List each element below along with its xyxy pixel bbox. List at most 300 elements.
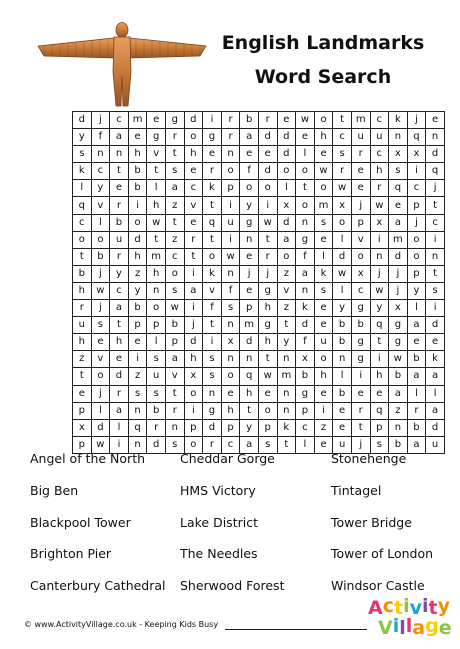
grid-letter: n (333, 351, 352, 368)
grid-letter: b (240, 112, 259, 129)
grid-letter: d (184, 112, 203, 129)
grid-letter: i (370, 231, 389, 248)
grid-letter: h (184, 146, 203, 163)
grid-letter: v (91, 197, 110, 214)
grid-letter: c (73, 214, 92, 231)
grid-letter: j (407, 214, 426, 231)
grid-letter: s (314, 214, 333, 231)
grid-letter: h (73, 282, 92, 299)
grid-letter: x (277, 197, 296, 214)
grid-row (73, 265, 445, 282)
grid-letter: o (203, 248, 222, 265)
grid-letter: s (147, 351, 166, 368)
grid-letter: o (296, 197, 315, 214)
grid-letter: k (203, 180, 222, 197)
grid-letter: e (314, 317, 333, 334)
grid-letter: w (333, 265, 352, 282)
grid-letter: m (277, 368, 296, 385)
grid-letter: b (128, 180, 147, 197)
grid-letter: f (221, 282, 240, 299)
grid-letter: z (314, 419, 333, 436)
grid-letter: p (221, 180, 240, 197)
grid-letter: s (203, 368, 222, 385)
grid-letter: p (296, 402, 315, 419)
grid-letter: a (110, 402, 129, 419)
grid-letter: n (277, 351, 296, 368)
grid-letter: y (91, 180, 110, 197)
grid-letter: t (277, 436, 296, 453)
grid-letter: q (370, 402, 389, 419)
grid-letter: e (314, 300, 333, 317)
grid-letter: a (110, 129, 129, 146)
grid-letter: s (389, 163, 408, 180)
grid-letter: r (258, 248, 277, 265)
grid-letter: n (426, 129, 445, 146)
grid-letter: d (203, 419, 222, 436)
grid-letter: n (296, 214, 315, 231)
grid-letter: l (333, 368, 352, 385)
grid-letter: x (389, 300, 408, 317)
grid-letter: x (184, 368, 203, 385)
grid-letter: l (147, 334, 166, 351)
grid-letter: c (426, 214, 445, 231)
grid-letter: i (426, 300, 445, 317)
grid-letter: e (110, 180, 129, 197)
grid-letter: t (147, 163, 166, 180)
grid-letter: d (240, 334, 259, 351)
grid-letter: t (203, 197, 222, 214)
grid-letter: k (203, 265, 222, 282)
word-list-item: Sherwood Forest (180, 578, 285, 593)
grid-letter: a (240, 436, 259, 453)
grid-letter: r (333, 163, 352, 180)
grid-letter: h (314, 129, 333, 146)
grid-row (73, 163, 445, 180)
grid-letter: t (296, 180, 315, 197)
word-list-item: Tower of London (331, 546, 434, 561)
grid-letter: z (165, 197, 184, 214)
grid-letter: i (184, 300, 203, 317)
grid-letter: n (296, 282, 315, 299)
grid-letter: y (240, 197, 259, 214)
grid-letter: p (165, 334, 184, 351)
grid-letter: q (128, 419, 147, 436)
grid-letter: e (314, 385, 333, 402)
grid-letter: f (296, 248, 315, 265)
grid-letter: t (110, 163, 129, 180)
grid-letter: i (407, 163, 426, 180)
grid-letter: u (333, 436, 352, 453)
grid-letter: j (184, 317, 203, 334)
grid-letter: s (370, 436, 389, 453)
grid-letter: e (184, 214, 203, 231)
grid-letter: o (221, 163, 240, 180)
grid-letter: f (91, 129, 110, 146)
grid-letter: o (314, 180, 333, 197)
grid-letter: e (351, 385, 370, 402)
grid-letter: w (258, 368, 277, 385)
grid-letter: q (370, 317, 389, 334)
grid-letter: t (110, 317, 129, 334)
grid-letter: e (128, 129, 147, 146)
grid-letter: l (110, 419, 129, 436)
grid-letter: n (426, 248, 445, 265)
grid-letter: p (147, 317, 166, 334)
grid-letter: e (258, 385, 277, 402)
grid-letter: v (277, 282, 296, 299)
grid-letter: u (147, 368, 166, 385)
grid-letter: o (73, 231, 92, 248)
grid-letter: i (258, 197, 277, 214)
grid-row (73, 146, 445, 163)
grid-letter: o (240, 180, 259, 197)
grid-letter: i (203, 112, 222, 129)
grid-letter: j (240, 265, 259, 282)
grid-letter: p (407, 197, 426, 214)
grid-row (73, 214, 445, 231)
grid-letter: w (91, 436, 110, 453)
grid-letter: s (73, 146, 92, 163)
grid-letter: i (351, 368, 370, 385)
grid-letter: o (258, 180, 277, 197)
grid-letter: n (277, 385, 296, 402)
grid-letter: j (351, 197, 370, 214)
grid-letter: w (389, 351, 408, 368)
grid-letter: p (351, 214, 370, 231)
grid-letter: d (389, 248, 408, 265)
grid-letter: w (333, 180, 352, 197)
grid-letter: n (221, 265, 240, 282)
grid-letter: q (407, 129, 426, 146)
grid-letter: r (351, 402, 370, 419)
grid-letter: j (389, 265, 408, 282)
grid-letter: x (407, 146, 426, 163)
grid-letter: b (91, 248, 110, 265)
grid-letter: r (165, 129, 184, 146)
grid-letter: e (240, 248, 259, 265)
grid-letter: l (91, 402, 110, 419)
grid-letter: a (426, 402, 445, 419)
grid-letter: e (128, 334, 147, 351)
grid-letter: w (91, 282, 110, 299)
grid-letter: l (407, 385, 426, 402)
grid-letter: r (110, 197, 129, 214)
grid-letter: g (351, 351, 370, 368)
grid-letter: l (73, 180, 92, 197)
grid-letter: s (91, 317, 110, 334)
grid-letter: o (91, 231, 110, 248)
grid-letter: t (165, 385, 184, 402)
logo-word-activity: Activity (368, 594, 450, 620)
grid-letter: l (91, 214, 110, 231)
grid-letter: b (389, 368, 408, 385)
grid-letter: b (73, 265, 92, 282)
grid-letter: l (147, 180, 166, 197)
word-list-item: Tower Bridge (331, 515, 412, 530)
grid-letter: e (351, 180, 370, 197)
word-list-item: Angel of the North (30, 451, 146, 466)
grid-letter: w (221, 248, 240, 265)
grid-letter: s (147, 385, 166, 402)
grid-letter: s (165, 163, 184, 180)
grid-letter: o (314, 112, 333, 129)
grid-letter: r (73, 300, 92, 317)
grid-letter: p (73, 402, 92, 419)
grid-letter: d (91, 419, 110, 436)
grid-letter: i (221, 231, 240, 248)
grid-letter: v (351, 231, 370, 248)
grid-letter: z (165, 231, 184, 248)
grid-letter: g (389, 334, 408, 351)
grid-letter: w (370, 197, 389, 214)
grid-letter: t (426, 265, 445, 282)
grid-letter: e (407, 334, 426, 351)
grid-row (73, 112, 445, 129)
grid-letter: g (258, 282, 277, 299)
grid-letter: c (407, 180, 426, 197)
word-list-item: Lake District (180, 515, 258, 530)
grid-letter: g (240, 214, 259, 231)
grid-letter: t (165, 146, 184, 163)
grid-row (73, 231, 445, 248)
activity-village-logo (366, 594, 452, 642)
grid-letter: e (314, 436, 333, 453)
grid-letter: r (258, 112, 277, 129)
grid-letter: o (184, 129, 203, 146)
grid-letter: c (110, 282, 129, 299)
grid-letter: z (277, 300, 296, 317)
grid-letter: e (91, 334, 110, 351)
grid-letter: m (351, 112, 370, 129)
grid-letter: z (277, 265, 296, 282)
grid-letter: z (128, 368, 147, 385)
grid-letter: g (296, 231, 315, 248)
grid-letter: y (277, 334, 296, 351)
grid-letter: j (351, 436, 370, 453)
grid-letter: e (277, 112, 296, 129)
grid-letter: o (128, 214, 147, 231)
grid-letter: c (296, 419, 315, 436)
grid-letter: f (296, 334, 315, 351)
grid-letter: h (240, 385, 259, 402)
grid-letter: u (221, 214, 240, 231)
grid-letter: h (147, 197, 166, 214)
grid-letter: j (258, 265, 277, 282)
grid-letter: d (110, 368, 129, 385)
grid-letter: g (296, 385, 315, 402)
grid-letter: b (110, 214, 129, 231)
grid-letter: e (333, 419, 352, 436)
grid-letter: d (258, 163, 277, 180)
word-list-item: Canterbury Cathedral (30, 578, 166, 593)
grid-letter: a (426, 368, 445, 385)
grid-letter: b (128, 163, 147, 180)
grid-letter: h (73, 334, 92, 351)
grid-letter: d (184, 334, 203, 351)
grid-letter: o (277, 248, 296, 265)
grid-letter: h (184, 351, 203, 368)
grid-letter: n (370, 248, 389, 265)
grid-letter: e (351, 163, 370, 180)
grid-letter: p (240, 300, 259, 317)
grid-letter: j (389, 282, 408, 299)
grid-letter: p (184, 419, 203, 436)
grid-letter: m (147, 248, 166, 265)
grid-letter: a (407, 436, 426, 453)
word-list-item: HMS Victory (180, 483, 256, 498)
grid-letter: x (389, 146, 408, 163)
grid-letter: m (240, 317, 259, 334)
grid-letter: t (73, 248, 92, 265)
grid-row (73, 402, 445, 419)
grid-letter: i (128, 197, 147, 214)
angel-of-the-north-icon (34, 20, 210, 110)
grid-letter: h (314, 368, 333, 385)
grid-letter: e (389, 197, 408, 214)
grid-letter: c (165, 248, 184, 265)
grid-letter: d (333, 248, 352, 265)
grid-letter: z (389, 402, 408, 419)
grid-letter: e (203, 146, 222, 163)
grid-letter: n (203, 385, 222, 402)
grid-letter: t (333, 112, 352, 129)
grid-letter: h (370, 368, 389, 385)
grid-letter: n (128, 402, 147, 419)
grid-letter: x (370, 214, 389, 231)
grid-letter: u (73, 317, 92, 334)
grid-letter: e (258, 146, 277, 163)
grid-letter: k (277, 419, 296, 436)
grid-letter: m (128, 112, 147, 129)
grid-letter: p (221, 419, 240, 436)
grid-letter: a (296, 265, 315, 282)
grid-letter: a (407, 368, 426, 385)
grid-letter: o (296, 163, 315, 180)
grid-letter: n (165, 419, 184, 436)
grid-letter: e (147, 112, 166, 129)
grid-letter: b (389, 436, 408, 453)
grid-letter: o (351, 248, 370, 265)
grid-letter: d (258, 129, 277, 146)
grid-letter: o (333, 214, 352, 231)
grid-letter: o (91, 368, 110, 385)
grid-letter: n (240, 351, 259, 368)
grid-letter: b (333, 317, 352, 334)
grid-letter: p (258, 419, 277, 436)
logo-word-village: Village (378, 614, 452, 640)
grid-letter: t (370, 334, 389, 351)
grid-letter: o (147, 300, 166, 317)
grid-letter: i (184, 402, 203, 419)
grid-letter: f (240, 163, 259, 180)
grid-letter: d (277, 129, 296, 146)
grid-letter: l (333, 231, 352, 248)
grid-letter: w (165, 300, 184, 317)
grid-letter: e (426, 112, 445, 129)
grid-row (73, 197, 445, 214)
grid-letter: r (221, 129, 240, 146)
grid-letter: l (426, 385, 445, 402)
grid-letter: h (258, 300, 277, 317)
grid-letter: b (407, 351, 426, 368)
grid-letter: e (426, 334, 445, 351)
grid-letter: p (128, 317, 147, 334)
grid-letter: e (184, 163, 203, 180)
word-list-item: Stonehenge (331, 451, 407, 466)
grid-letter: s (165, 436, 184, 453)
grid-letter: b (147, 402, 166, 419)
grid-letter: a (240, 129, 259, 146)
grid-letter: y (110, 265, 129, 282)
grid-letter: j (407, 112, 426, 129)
grid-letter: s (333, 146, 352, 163)
word-list-item: Brighton Pier (30, 546, 112, 561)
grid-letter: o (184, 436, 203, 453)
grid-letter: r (147, 419, 166, 436)
grid-letter: b (407, 419, 426, 436)
grid-letter: j (91, 385, 110, 402)
grid-letter: h (128, 248, 147, 265)
grid-letter: w (370, 282, 389, 299)
grid-letter: t (258, 351, 277, 368)
grid-letter: e (110, 351, 129, 368)
grid-letter: k (296, 300, 315, 317)
grid-letter: o (184, 385, 203, 402)
grid-letter: e (73, 385, 92, 402)
grid-letter: s (426, 282, 445, 299)
grid-letter: e (296, 129, 315, 146)
grid-letter: a (407, 317, 426, 334)
grid-row (73, 385, 445, 402)
grid-letter: k (314, 265, 333, 282)
grid-letter: q (426, 163, 445, 180)
grid-letter: k (426, 351, 445, 368)
grid-row (73, 334, 445, 351)
grid-letter: u (426, 436, 445, 453)
grid-letter: a (389, 214, 408, 231)
grid-letter: k (73, 163, 92, 180)
grid-letter: y (407, 282, 426, 299)
grid-letter: d (128, 231, 147, 248)
grid-letter: j (91, 265, 110, 282)
grid-letter: c (351, 282, 370, 299)
grid-letter: q (389, 180, 408, 197)
grid-letter: o (314, 351, 333, 368)
grid-letter: e (314, 231, 333, 248)
grid-letter: d (147, 436, 166, 453)
grid-letter: r (407, 402, 426, 419)
grid-letter: f (203, 300, 222, 317)
grid-letter: t (240, 402, 259, 419)
grid-letter: o (221, 368, 240, 385)
grid-letter: z (73, 351, 92, 368)
grid-letter: j (370, 265, 389, 282)
grid-letter: y (370, 300, 389, 317)
grid-letter: p (370, 419, 389, 436)
grid-letter: k (389, 112, 408, 129)
grid-letter: t (277, 317, 296, 334)
grid-letter: r (351, 146, 370, 163)
grid-letter: a (184, 282, 203, 299)
grid-letter: e (240, 282, 259, 299)
word-list-item: Big Ben (30, 483, 79, 498)
grid-letter: g (165, 112, 184, 129)
grid-letter: h (221, 402, 240, 419)
word-list-item: The Needles (180, 546, 258, 561)
grid-letter: v (203, 282, 222, 299)
grid-letter: p (407, 265, 426, 282)
grid-letter: a (110, 300, 129, 317)
